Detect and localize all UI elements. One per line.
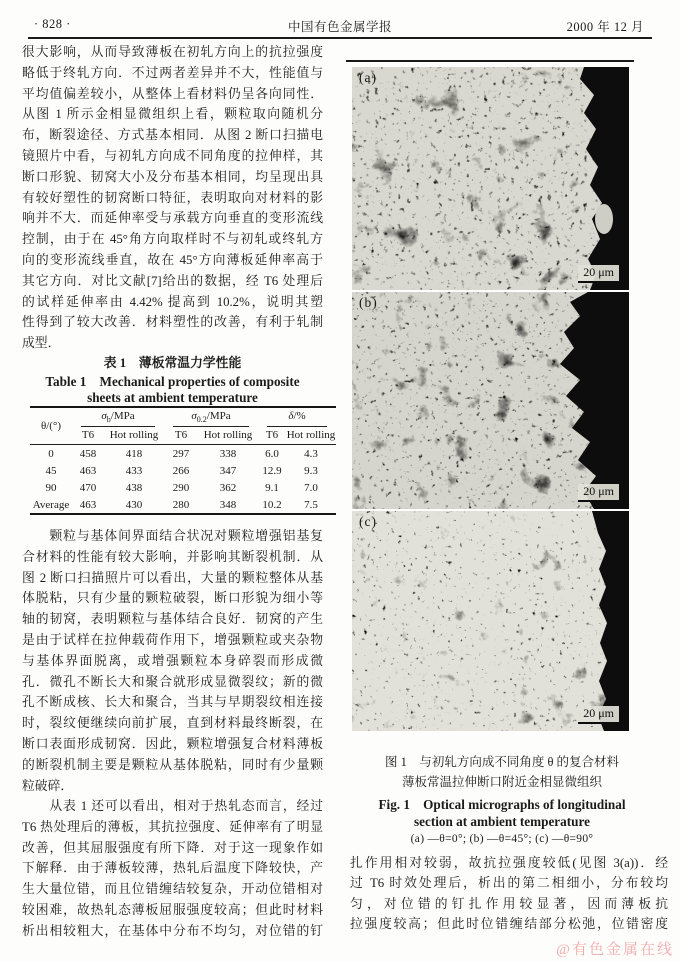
table-cell: 4.3 xyxy=(304,447,318,460)
text-line: 有较好塑性的韧窝断口特征，表明取向对材料的影 xyxy=(22,190,323,205)
text-line: 改善，但其屈服强度有所下降．对于这一现象作如 xyxy=(22,840,323,855)
micrograph-b xyxy=(352,292,629,509)
text-line: 控制，由于在 45°角方向取样时不与初轧或终轧方 xyxy=(22,232,323,247)
table-cell: 7.0 xyxy=(304,481,318,494)
text-line: 成型． xyxy=(22,336,61,351)
paragraph-1 xyxy=(22,42,323,354)
table-cell: 290 xyxy=(172,481,190,494)
table-row xyxy=(30,496,336,514)
watermark: @有色金属在线 xyxy=(556,942,674,958)
text-line: 从表 1 还可以看出，相对于热轧态而言，经过 xyxy=(22,799,323,813)
micrograph-a xyxy=(352,67,629,290)
micrograph-c xyxy=(352,511,629,731)
text-line: 粒破碎． xyxy=(22,778,74,793)
text-line: 体脱粘，只有少量的颗粒破裂，断口形貌为细小等 xyxy=(22,591,323,606)
table-title-en-1: Table 1 Mechanical properties of composite xyxy=(45,374,300,389)
text-line: 镜照片中看，与初轧方向成不同角度的拉伸样，其 xyxy=(22,148,323,163)
text-line: 生大量位错，而且位错缠结较复杂，开动位错相对 xyxy=(22,882,323,897)
table-cell: 362 xyxy=(219,481,237,494)
micrograph-c-image xyxy=(352,511,629,731)
table-cell: 430 xyxy=(125,498,143,511)
paragraph-right xyxy=(350,853,668,934)
micrograph-b-image xyxy=(352,292,629,509)
text-line: 颗粒与基体间界面结合状况对颗粒增强铝基复 xyxy=(22,529,323,543)
sigma-subscript: b xyxy=(106,415,111,425)
subheader-t6: T6 xyxy=(164,427,198,445)
text-line: 合材料的性能有较大影响，并影响其断裂机制．从 xyxy=(22,549,323,564)
figure-b-label: (b) xyxy=(359,295,378,310)
table-title-en-2: sheets at ambient temperature xyxy=(87,390,258,405)
table-cell: 266 xyxy=(172,464,190,477)
table-body xyxy=(30,445,336,515)
text-line: 是由于试样在拉伸载荷作用下，增强颗粒或夹杂物 xyxy=(22,632,323,647)
text-line: 很大影响，从而导致薄板在初轧方向上的抗拉强度 xyxy=(22,45,323,59)
table-cell: 338 xyxy=(219,447,237,460)
table-cell: 347 xyxy=(219,464,237,477)
text-line: 下解释．由于薄板较薄，热轧后温度下降较快，产 xyxy=(22,861,323,876)
table-cell: 6.0 xyxy=(265,447,279,460)
text-line: 布，断裂途径、方式基本相同．从图 2 断口扫描电 xyxy=(22,128,323,143)
row-label: 0 xyxy=(48,447,54,460)
subheader-hot-rolling: Hot rolling xyxy=(198,427,258,445)
table-group-sigma-02 xyxy=(164,407,258,427)
text-line: 性得到了较大改善．材料塑性的改善，有利于轧制 xyxy=(22,315,323,330)
text-line: 析出相较粗大，在基体中分布不均匀，对位错的钉 xyxy=(22,923,323,938)
unit-label: /MPa xyxy=(206,410,231,422)
figure-b-scalebar: 20 μm xyxy=(578,484,619,502)
text-line: 的断裂机制主要是颗粒从基体脱粘，同时有少量颗 xyxy=(22,757,323,772)
table-group-sigma-b xyxy=(72,407,164,427)
row-label: Average xyxy=(32,498,70,511)
table-cell: 280 xyxy=(172,498,190,511)
text-line: 向的变形流线垂直，故在 45°方向薄板延伸率高于 xyxy=(22,252,323,267)
table-header-angle: θ/(°) xyxy=(30,407,72,445)
text-line: 扎作用相对较弱，故抗拉强度较低(见图 3(a))．经 xyxy=(350,856,668,870)
text-line: 孔．微孔不断长大和聚合就形成显微裂纹；新的微 xyxy=(22,674,323,689)
table-cell: 470 xyxy=(79,481,97,494)
figure-caption-sub: (a) —θ=0°; (b) —θ=45°; (c) —θ=90° xyxy=(410,833,594,845)
table-cell: 7.5 xyxy=(304,498,318,511)
text-line: 较困难，故热轧态薄板屈服强度较高；但此时材料 xyxy=(22,902,323,917)
text-line: 图 2 断口扫描照片可以看出，大量的颗粒整体从基 xyxy=(22,570,323,585)
text-line: 平均值偏差较小，从整体上看材料仍呈各向同性． xyxy=(22,86,323,101)
figure-c-label: (c) xyxy=(359,514,377,529)
text-line: 从图 1 所示金相显微组织上看，颗粒取向随机分 xyxy=(22,107,323,122)
figure-caption-cn-1: 图 1 与初轧方向成不同角度 θ 的复合材料 xyxy=(384,755,620,769)
text-line: 孔不断成核、长大和聚合，当其与早期裂纹相连接 xyxy=(22,695,323,710)
subheader-hot-rolling: Hot rolling xyxy=(286,427,336,445)
table-cell: 348 xyxy=(219,498,237,511)
unit-label: /MPa xyxy=(110,410,135,422)
unit-label: /% xyxy=(293,410,306,422)
figure-top-rule xyxy=(346,60,634,62)
header-date: 2000 年 12 月 xyxy=(566,20,644,34)
text-line: T6 热处理后的薄板，其抗拉强度、延伸率有了明显 xyxy=(22,819,323,834)
table-cell: 9.3 xyxy=(304,464,318,477)
table-cell: 433 xyxy=(125,464,143,477)
table-cell: 458 xyxy=(79,447,97,460)
table-cell: 463 xyxy=(79,464,97,477)
table-group-delta xyxy=(258,407,336,427)
sigma-symbol: σ xyxy=(101,410,107,422)
text-line: 过 T6 时效处理后，析出的第二相细小，分布较均 xyxy=(350,876,668,891)
text-line: 响并不大．而延伸率受与承载方向垂直的变形流线 xyxy=(22,211,323,226)
text-line: 时，裂纹便继续向前扩展，直到材料最终断裂，在 xyxy=(22,716,323,731)
subheader-hot-rolling: Hot rolling xyxy=(104,427,164,445)
figure-c-scalebar: 20 μm xyxy=(578,706,619,724)
figure-a-label: (a) xyxy=(359,70,377,85)
subheader-t6: T6 xyxy=(258,427,286,445)
text-line: 匀，对位错的钉扎作用较显著，因而薄板抗 xyxy=(350,896,668,911)
table-1 xyxy=(30,406,336,515)
table-row xyxy=(30,479,336,496)
figure-caption-en-1: Fig. 1 Optical micrographs of longitudinal xyxy=(378,797,626,812)
micrograph-a-image xyxy=(352,67,629,290)
figure-caption-cn-2: 薄板常温拉伸断口附近金相显微组织 xyxy=(401,775,602,789)
table-cell: 10.2 xyxy=(262,498,282,511)
text-line: 断口表面形成韧窝．因此，颗粒增强复合材料薄板 xyxy=(22,736,323,751)
sigma-symbol: σ xyxy=(191,410,197,422)
text-line: 略低于终轧方向．不过两者差异并不大，性能值与 xyxy=(22,65,323,80)
table-row xyxy=(30,445,336,463)
figure-caption-en-2: section at ambient temperature xyxy=(414,814,590,829)
delta-symbol: δ xyxy=(288,410,294,422)
journal-title: 中国有色金属学报 xyxy=(287,20,392,34)
sigma-subscript: 0.2 xyxy=(196,415,207,425)
row-label: 45 xyxy=(45,464,57,477)
page-number: · 828 · xyxy=(34,17,71,31)
figure-a-scalebar: 20 μm xyxy=(578,265,619,283)
subheader-t6: T6 xyxy=(72,427,104,445)
table-cell: 463 xyxy=(79,498,97,511)
table-row xyxy=(30,462,336,479)
row-label: 90 xyxy=(45,481,57,494)
text-line: 轴的韧窝，表明颗粒与基体结合良好．韧窝的产生 xyxy=(22,612,323,627)
table-title-cn: 表 1 薄板常温力学性能 xyxy=(103,356,242,370)
paragraph-3 xyxy=(22,796,323,942)
table-cell: 9.1 xyxy=(265,481,279,494)
text-line: 拉强度较高；但此时位错缠结部分松弛，位错密度 xyxy=(350,916,668,931)
header-rule xyxy=(28,37,652,39)
paragraph-2 xyxy=(22,526,323,796)
table-cell: 297 xyxy=(172,447,190,460)
text-line: 其它方向．对比文献[7]给出的数据，经 T6 处理后 xyxy=(22,273,323,288)
text-line: 与基体界面脱离，或增强颗粒本身碎裂而形成微 xyxy=(22,653,323,668)
table-cell: 12.9 xyxy=(262,464,282,477)
text-line: 的试样延伸率由 4.42% 提高到 10.2%，说明其塑 xyxy=(22,294,323,309)
table-cell: 438 xyxy=(125,481,143,494)
text-line: 断口形貌、韧窝大小及分布基本相同，均呈现出具 xyxy=(22,169,323,184)
table-cell: 418 xyxy=(125,447,143,460)
